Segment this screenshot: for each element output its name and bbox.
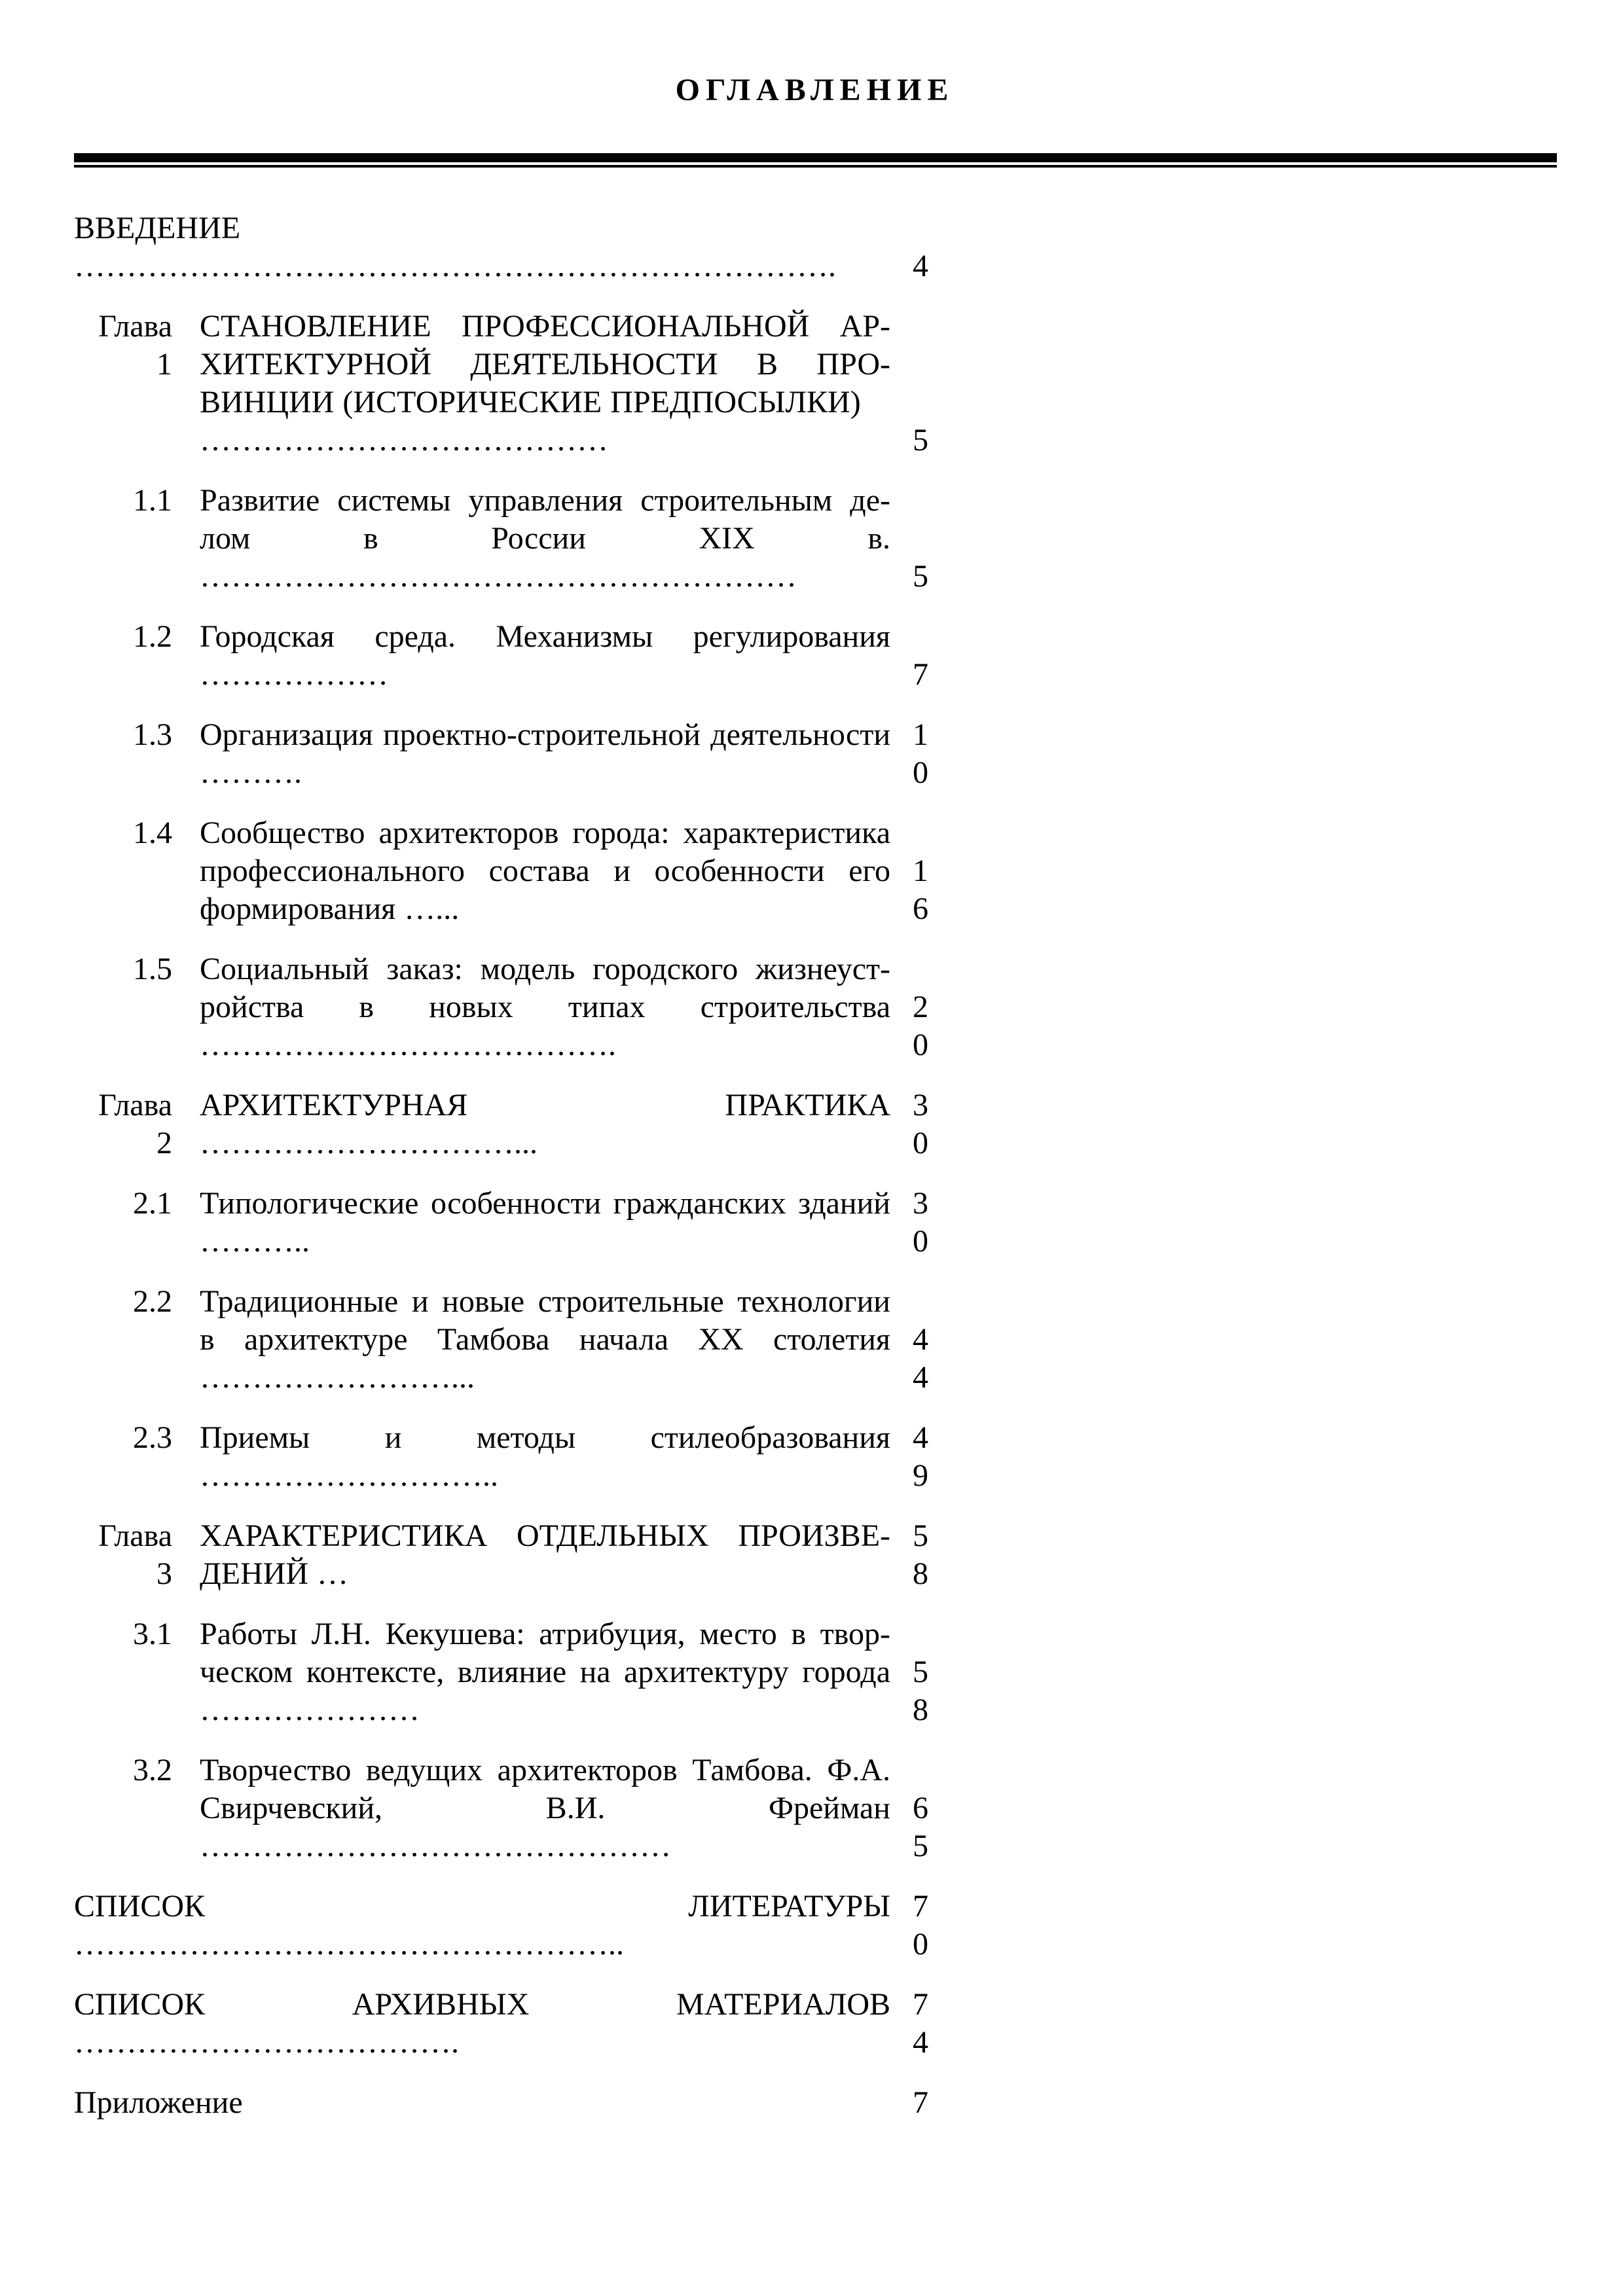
toc-entry-title: Городская среда. Механизмы регулирования <box>200 619 890 654</box>
toc-section-label: 1.4 <box>133 816 172 850</box>
toc-entry-title: Работы Л.Н. Кекушева: атрибуция, место в творческом контексте, влияние на архитектуру города ………………… <box>200 1617 890 1727</box>
toc-entry-title: Типологические особенности гражданских зданий ……….. <box>200 1186 890 1259</box>
toc-section-label: 2.1 <box>133 1186 172 1221</box>
toc-dot-leader: …………………………………………….. <box>74 1927 624 1962</box>
toc-entry-title: СТАНОВЛЕНИЕ ПРОФЕССИОНАЛЬНОЙ АРХИТЕКТУРНОЙ ДЕЯТЕЛЬНОСТИ В ПРОВИНЦИИ (ИСТОРИЧЕСКИЕ ПРЕДПОСЫЛКИ) <box>200 309 890 420</box>
toc-entry-title: АРХИТЕКТУРНАЯ ПРАКТИКА <box>200 1088 890 1122</box>
toc-page-number: 7 <box>913 2085 928 2120</box>
toc-entry-bibliography[interactable] <box>74 1888 951 1964</box>
toc-chapter-label: Глава 1 <box>98 309 172 382</box>
toc-page-number: 3 0 <box>913 1186 928 1259</box>
table-of-contents <box>74 209 951 2144</box>
toc-page-number: 4 4 <box>913 1322 928 1395</box>
toc-page-number: 4 <box>913 249 928 283</box>
toc-dot-leader: ………………………………………………… <box>200 559 797 594</box>
toc-dot-leader: ……………………………………… <box>200 1829 671 1863</box>
toc-page-number: 3 0 <box>913 1088 928 1160</box>
toc-page-number: 6 5 <box>913 1791 928 1863</box>
toc-entry-section-3-1[interactable] <box>74 1615 951 1729</box>
toc-page-number: 5 <box>913 559 928 594</box>
toc-dot-leader: ……………………….. <box>200 1458 498 1493</box>
toc-entry-section-2-1[interactable] <box>74 1185 951 1261</box>
toc-page-number: 2 0 <box>913 990 928 1062</box>
toc-dot-leader: ………………………………… <box>200 423 608 457</box>
toc-page-number: 1 0 <box>913 717 928 790</box>
toc-entry-section-1-4[interactable] <box>74 814 951 928</box>
toc-page-number: 4 9 <box>913 1420 928 1493</box>
toc-entry-section-2-2[interactable] <box>74 1283 951 1397</box>
toc-page-number: 7 <box>913 657 928 692</box>
toc-page-number: 5 8 <box>913 1518 928 1591</box>
toc-dot-leader: ……………… <box>200 657 388 692</box>
toc-entry-section-1-5[interactable] <box>74 950 951 1064</box>
toc-entry-title: Традиционные и новые строительные технологии в архитектуре Тамбова начала XX столетия <box>200 1284 890 1357</box>
toc-entry-section-2-3[interactable] <box>74 1419 951 1495</box>
toc-page-number: 5 8 <box>913 1655 928 1727</box>
toc-entry-section-1-1[interactable] <box>74 482 951 596</box>
toc-page-number: 7 0 <box>913 1889 928 1962</box>
toc-entry-title: Творчество ведущих архитекторов Тамбова. Ф.А. Свирчевский, В.И. Фрейман <box>200 1753 890 1825</box>
toc-page-number: 1 6 <box>913 853 928 926</box>
toc-entry-title: ХАРАКТЕРИСТИКА ОТДЕЛЬНЫХ ПРОИЗВЕДЕНИЙ … <box>200 1518 890 1591</box>
toc-entry-appendix[interactable] <box>74 2084 951 2122</box>
toc-section-label: 1.3 <box>133 717 172 752</box>
toc-section-label: 1.1 <box>133 483 172 518</box>
toc-section-label: 1.2 <box>133 619 172 654</box>
toc-entry-title: ВВЕДЕНИЕ <box>74 211 241 245</box>
toc-dot-leader: ………………………………. <box>74 2025 459 2060</box>
toc-entry-title: СПИСОК ЛИТЕРАТУРЫ <box>74 1889 890 1924</box>
header-rule-thick <box>74 153 1557 162</box>
toc-dot-leader: …………………………………. <box>200 1028 616 1062</box>
toc-entry-title: Социальный заказ: модель городского жизнеустройства в новых типах строительства <box>200 952 890 1024</box>
toc-chapter-label: Глава 2 <box>98 1088 172 1160</box>
toc-entry-section-1-3[interactable] <box>74 716 951 792</box>
toc-entry-title: Организация проектно-строительной деятельности ………. <box>200 717 890 790</box>
toc-page-number: 7 4 <box>913 1987 928 2060</box>
toc-section-label: 2.2 <box>133 1284 172 1319</box>
toc-entry-chapter-3[interactable] <box>74 1517 951 1593</box>
toc-entry-section-1-2[interactable] <box>74 618 951 694</box>
toc-dot-leader: …………………………... <box>200 1126 538 1160</box>
toc-entry-title: СПИСОК АРХИВНЫХ МАТЕРИАЛОВ <box>74 1987 890 2022</box>
header-rule-thin <box>74 165 1557 168</box>
toc-section-label: 1.5 <box>133 952 172 986</box>
page-title: ОГЛАВЛЕНИЕ <box>675 73 955 107</box>
toc-chapter-label: Глава 3 <box>98 1518 172 1591</box>
toc-dot-leader: ………………………………………………………………. <box>74 249 836 283</box>
toc-section-label: 3.2 <box>133 1753 172 1787</box>
toc-entry-chapter-1[interactable] <box>74 308 951 459</box>
toc-entry-title: Сообщество архитекторов города: характеристика профессионального состава и особенности его формирования …... <box>200 816 890 926</box>
toc-page-number: 5 <box>913 423 928 457</box>
toc-entry-title: Приложение <box>74 2085 243 2120</box>
toc-dot-leader: ……………………... <box>200 1360 475 1395</box>
toc-section-label: 3.1 <box>133 1617 172 1651</box>
toc-entry-introduction[interactable] <box>74 209 951 285</box>
toc-entry-archive-materials[interactable] <box>74 1986 951 2062</box>
toc-entry-title: Развитие системы управления строительным делом в России XIX в. <box>200 483 890 556</box>
toc-entry-section-3-2[interactable] <box>74 1751 951 1865</box>
toc-entry-title: Приемы и методы стилеобразования <box>200 1420 890 1455</box>
toc-entry-chapter-2[interactable] <box>74 1086 951 1162</box>
toc-section-label: 2.3 <box>133 1420 172 1455</box>
